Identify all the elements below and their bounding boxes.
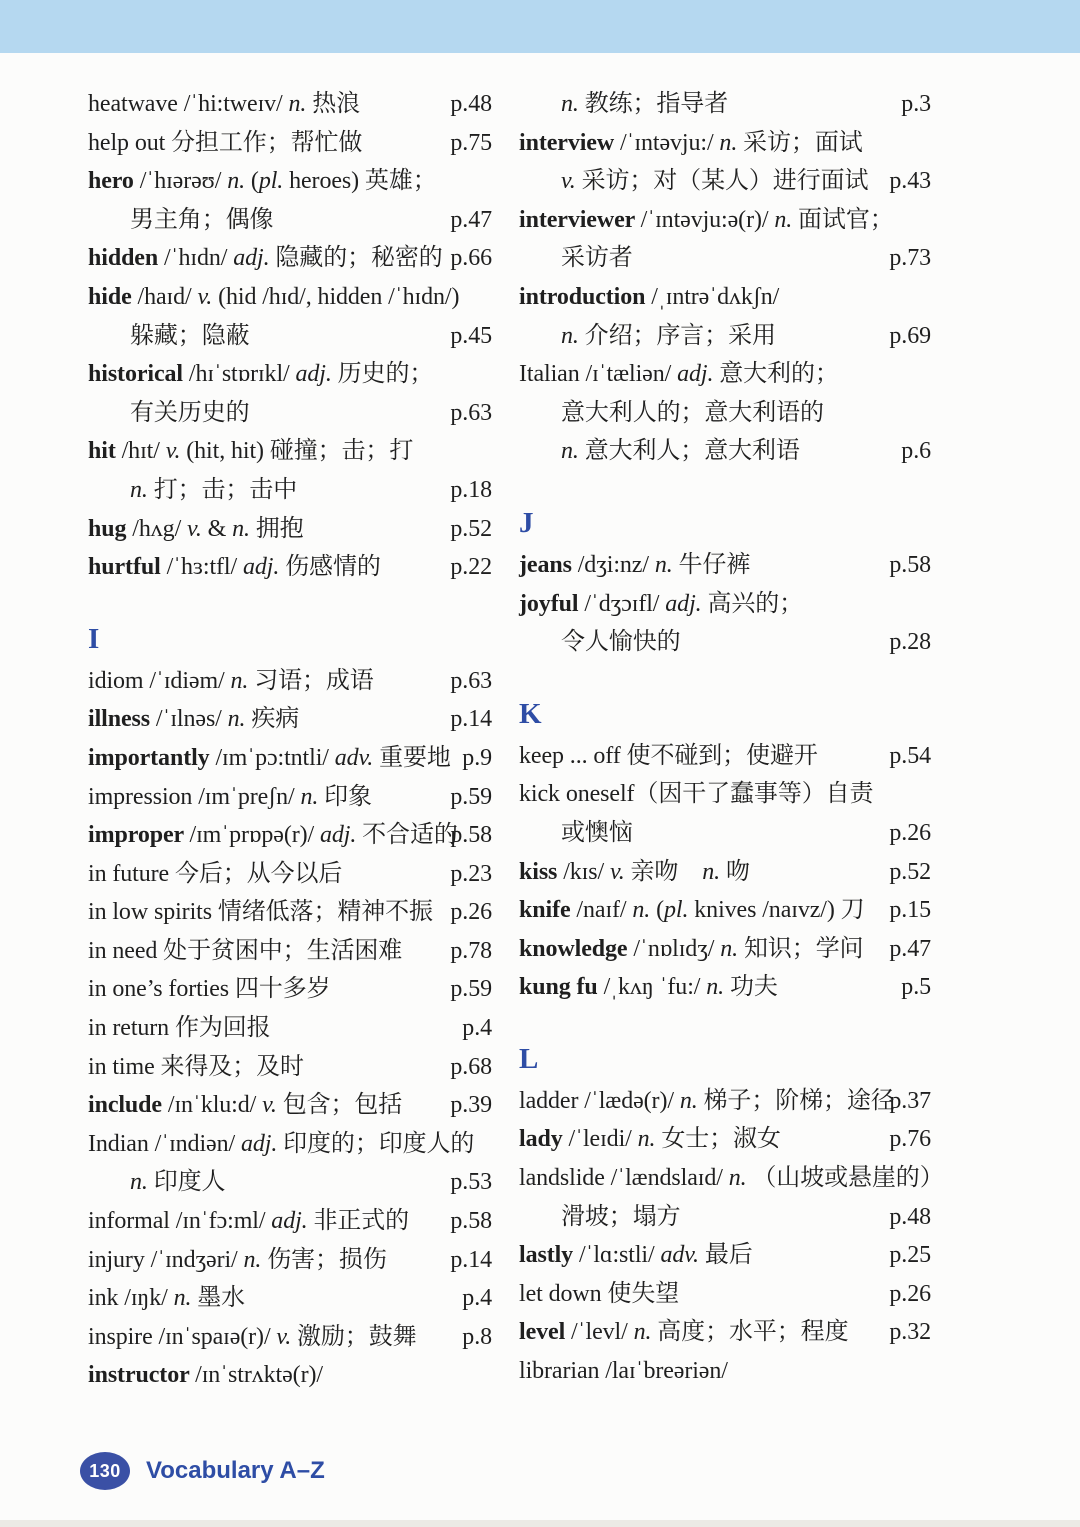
entry-text: interviewer /ˈɪntəvju:ə(r)/ n. 面试官；: [519, 206, 894, 233]
entry-text: hidden /ˈhɪdn/ adj. 隐藏的；秘密的: [88, 245, 443, 272]
page-number: 130: [89, 1460, 121, 1481]
page-number-badge: [80, 1452, 130, 1490]
entry-text: Indian /ˈɪndiən/ adj. 印度的；印度人的: [88, 1130, 475, 1157]
vocab-line: [88, 355, 492, 394]
entry-text: ladder /ˈlædə(r)/ n. 梯子；阶梯；途径: [519, 1087, 895, 1114]
entry-text: in one’s forties 四十多岁: [88, 976, 331, 1003]
entry-text: idiom /ˈɪdiəm/ n. 习语；成语: [88, 667, 374, 694]
vocab-line: [88, 548, 492, 587]
footer-label: Vocabulary A–Z: [146, 1457, 325, 1484]
vocab-line: [519, 1198, 931, 1237]
vocab-line: [88, 970, 492, 1009]
vocab-line: [88, 1163, 492, 1202]
entry-text: n. 教练；指导者: [561, 91, 729, 117]
vocab-line: [519, 1236, 931, 1275]
vocab-line: [88, 471, 492, 510]
vocab-line: [88, 317, 492, 356]
entry-text: librarian /laɪˈbreəriən/: [519, 1358, 728, 1385]
page-ref: p.52: [450, 515, 492, 542]
vocab-line: [88, 855, 492, 894]
entry-text: hurtful /ˈhɜ:tfl/ adj. 伤感情的: [88, 554, 381, 581]
entry-text: n. 印度人: [130, 1169, 226, 1196]
entry-text: lastly /ˈlɑ:stli/ adv. 最后: [519, 1242, 753, 1269]
vocab-line: [519, 737, 931, 776]
page-ref: p.18: [450, 476, 492, 503]
entry-text: hit /hɪt/ v. (hit, hit) 碰撞；击；打: [88, 438, 414, 465]
entry-text: interview /ˈɪntəvju:/ n. 采访；面试: [519, 129, 863, 156]
entry-text: introduction /ˌɪntrəˈdʌkʃn/: [519, 283, 780, 310]
entry-text: ink /ɪŋk/ n. 墨水: [88, 1285, 246, 1312]
vocab-line: [88, 778, 492, 817]
page-ref: p.9: [462, 744, 492, 771]
entry-text: illness /ˈɪlnəs/ n. 疾病: [88, 706, 300, 733]
vocab-line: [88, 278, 492, 317]
vocab-line: [519, 201, 931, 240]
vocab-line: [88, 239, 492, 278]
entry-text: 令人愉快的: [561, 629, 681, 656]
entry-text: 滑坡；塌方: [561, 1203, 681, 1230]
page-ref: p.78: [450, 937, 492, 964]
page-ref: p.4: [462, 1285, 492, 1312]
entry-text: in return 作为回报: [88, 1015, 271, 1042]
page-ref: p.28: [889, 629, 931, 656]
vocab-line: [88, 394, 492, 433]
vocab-line: [519, 355, 931, 394]
vocab-line: [519, 85, 931, 124]
vocab-line: [88, 1086, 492, 1125]
vocab-line: [88, 1202, 492, 1241]
vocab-line: [88, 162, 492, 201]
page-ref: p.26: [889, 819, 931, 846]
entry-text: v. 采访；对（某人）进行面试: [561, 168, 869, 195]
page-ref: p.45: [450, 322, 492, 349]
vocab-line: [88, 201, 492, 240]
page-ref: p.59: [450, 783, 492, 810]
page-ref: p.14: [450, 706, 492, 733]
entry-text: improper /ɪmˈprɒpə(r)/ adj. 不合适的: [88, 822, 458, 849]
page-ref: p.26: [450, 899, 492, 926]
vocab-line: [88, 739, 492, 778]
page-ref: p.53: [450, 1169, 492, 1196]
entry-text: in need 处于贫困中；生活困难: [88, 937, 403, 964]
entry-text: n. 介绍；序言；采用: [561, 322, 776, 349]
entry-text: in future 今后；从今以后: [88, 860, 343, 887]
page-ref: p.52: [889, 858, 931, 885]
vocab-line: [88, 662, 492, 701]
vocab-line: [519, 239, 931, 278]
vocab-line: [519, 775, 931, 814]
entry-text: Italian /ɪˈtæliən/ adj. 意大利的；: [519, 361, 839, 388]
page-ref: p.58: [450, 822, 492, 849]
entry-text: 或懊恼: [561, 819, 633, 846]
entry-text: instructor /ɪnˈstrʌktə(r)/: [88, 1362, 323, 1389]
page-ref: p.22: [450, 554, 492, 581]
page-ref: p.58: [450, 1208, 492, 1235]
entry-text: jeans /dʒi:nz/ n. 牛仔裤: [519, 551, 751, 578]
page-ref: p.26: [889, 1280, 931, 1307]
entry-text: lady /ˈleɪdi/ n. 女士；淑女: [519, 1126, 781, 1153]
vocab-line: [519, 124, 931, 163]
entry-text: knowledge /ˈnɒlɪdʒ/ n. 知识；学问: [519, 935, 864, 962]
page-ref: p.47: [450, 206, 492, 233]
page-ref: p.75: [450, 129, 492, 156]
vocab-column-left: [88, 85, 492, 1395]
entry-text: historical /hɪˈstɒrɪkl/ adj. 历史的；: [88, 361, 434, 388]
section-header-i: I: [88, 622, 100, 655]
vocab-line: [88, 432, 492, 471]
vocab-line: [88, 1048, 492, 1087]
page-ref: p.8: [462, 1323, 492, 1350]
entry-text: impression /ɪmˈpreʃn/ n. 印象: [88, 783, 372, 810]
entry-text: importantly /ɪmˈpɔ:tntli/ adv. 重要地: [88, 744, 451, 771]
section-header-j: J: [519, 506, 534, 539]
vocab-line: [519, 1352, 931, 1391]
vocab-line: [519, 317, 931, 356]
entry-text: keep ... off 使不碰到；使避开: [519, 742, 818, 769]
page-ref: p.69: [889, 322, 931, 349]
vocab-line: [88, 700, 492, 739]
header-band: [0, 0, 1080, 53]
vocab-line: [519, 1275, 931, 1314]
entry-text: 采访者: [561, 245, 633, 272]
vocab-line: [519, 891, 931, 930]
vocab-line: [88, 1009, 492, 1048]
page-ref: p.37: [889, 1087, 931, 1114]
vocab-line: [88, 1279, 492, 1318]
vocab-line: [519, 853, 931, 892]
vocab-line: [88, 85, 492, 124]
page-ref: p.15: [889, 897, 931, 924]
vocab-line: [88, 1318, 492, 1357]
vocab-line: [519, 278, 931, 317]
entry-text: landslide /ˈlændslaɪd/ n. （山坡或悬崖的）: [519, 1165, 944, 1192]
page-ref: p.6: [901, 438, 931, 465]
entry-text: kick oneself（因干了蠢事等）自责: [519, 781, 874, 808]
page-ref: p.73: [889, 245, 931, 272]
vocab-column-right: [519, 85, 944, 1391]
entry-text: 男主角；偶像: [130, 206, 274, 233]
vocab-line: [88, 893, 492, 932]
vocab-line: [519, 968, 931, 1007]
entry-text: injury /ˈɪndʒəri/ n. 伤害；损伤: [88, 1246, 387, 1273]
page-ref: p.59: [450, 976, 492, 1003]
vocab-line: [88, 1125, 492, 1164]
page-ref: p.3: [901, 91, 931, 117]
entry-text: hide /haɪd/ v. (hid /hɪd/, hidden /ˈhɪdn/): [88, 283, 460, 310]
vocab-line: [519, 930, 931, 969]
entry-text: in time 来得及；及时: [88, 1053, 304, 1080]
vocab-line: [519, 546, 931, 585]
page-bottom-edge: [0, 1520, 1080, 1527]
entry-text: inspire /ɪnˈspaɪə(r)/ v. 激励；鼓舞: [88, 1323, 417, 1350]
entry-text: kung fu /ˌkʌŋ ˈfu:/ n. 功夫: [519, 974, 778, 1001]
entry-text: 意大利人的；意大利语的: [561, 399, 824, 426]
page-ref: p.54: [889, 742, 931, 769]
vocab-line: [88, 510, 492, 549]
vocab-line: [519, 394, 931, 433]
vocab-line: [88, 816, 492, 855]
vocab-line: [88, 124, 492, 163]
vocab-line: [519, 1159, 944, 1198]
page-ref: p.4: [462, 1015, 492, 1042]
page-ref: p.14: [450, 1246, 492, 1273]
vocab-line: [519, 1120, 931, 1159]
entry-text: n. 意大利人；意大利语: [561, 438, 800, 465]
page-ref: p.66: [450, 245, 492, 272]
entry-text: let down 使失望: [519, 1280, 680, 1307]
page-ref: p.68: [450, 1053, 492, 1080]
vocab-line: [519, 432, 931, 471]
entry-text: level /ˈlevl/ n. 高度；水平；程度: [519, 1319, 849, 1346]
page-ref: p.43: [889, 168, 931, 195]
entry-text: help out 分担工作；帮忙做: [88, 129, 363, 156]
vocab-line: [519, 623, 931, 662]
entry-text: knife /naɪf/ n. (pl. knives /naɪvz/) 刀: [519, 897, 865, 924]
page-ref: p.39: [450, 1092, 492, 1119]
entry-text: kiss /kɪs/ v. 亲吻 n. 吻: [519, 858, 750, 885]
vocab-line: [519, 1313, 931, 1352]
page-ref: p.5: [901, 974, 931, 1001]
vocab-line: [519, 814, 931, 853]
page-footer: [80, 1451, 325, 1491]
page-ref: p.63: [450, 399, 492, 426]
page-ref: p.47: [889, 935, 931, 962]
entry-text: informal /ɪnˈfɔ:ml/ adj. 非正式的: [88, 1208, 410, 1235]
entry-text: hero /ˈhɪərəʊ/ n. (pl. heroes) 英雄；: [88, 168, 437, 195]
page-ref: p.48: [450, 91, 492, 117]
page-ref: p.63: [450, 667, 492, 694]
entry-text: hug /hʌg/ v. & n. 拥抱: [88, 515, 304, 542]
entry-text: include /ɪnˈklu:d/ v. 包含；包括: [88, 1092, 403, 1119]
entry-text: joyful /ˈdʒɔɪfl/ adj. 高兴的；: [519, 590, 804, 617]
vocab-line: [88, 1241, 492, 1280]
page-ref: p.23: [450, 860, 492, 887]
vocab-line: [519, 162, 931, 201]
vocab-line: [88, 1356, 492, 1395]
vocab-line: [88, 932, 492, 971]
entry-text: in low spirits 情绪低落；精神不振: [88, 899, 433, 926]
page-ref: p.58: [889, 551, 931, 578]
entry-text: 躲藏；隐蔽: [130, 322, 250, 349]
section-header-l: L: [519, 1042, 539, 1075]
vocab-line: [519, 1082, 931, 1121]
entry-text: n. 打；击；击中: [130, 476, 298, 503]
page-ref: p.76: [889, 1126, 931, 1153]
page-ref: p.25: [889, 1242, 931, 1269]
entry-text: heatwave /ˈhi:tweɪv/ n. 热浪: [88, 91, 361, 117]
section-header-k: K: [519, 697, 542, 730]
page-ref: p.32: [889, 1319, 931, 1346]
entry-text: 有关历史的: [130, 399, 250, 426]
vocab-line: [519, 585, 931, 624]
page-ref: p.48: [889, 1203, 931, 1230]
